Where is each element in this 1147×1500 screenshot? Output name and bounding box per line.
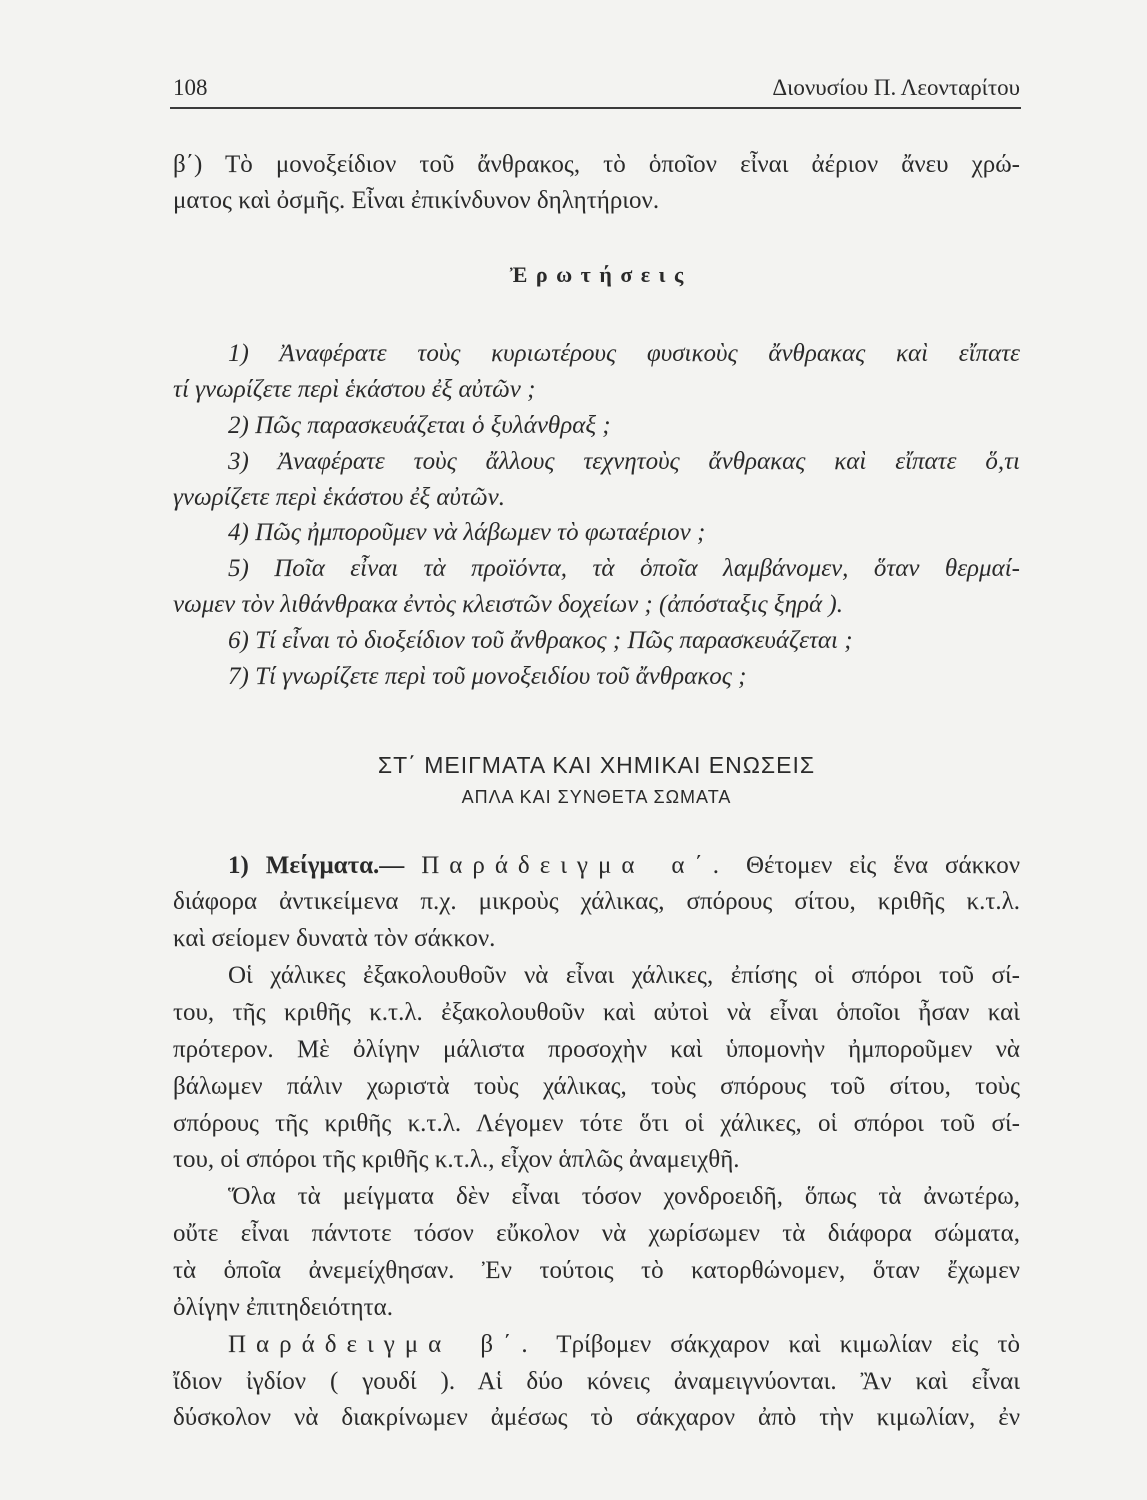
paragraph-example-b — [173, 1327, 1020, 1438]
question-1 — [173, 336, 1020, 408]
section-body — [173, 848, 1020, 1438]
example-label: Παράδειγμα β΄. — [228, 1330, 538, 1358]
question-4 — [173, 515, 1020, 551]
text-line: καὶ σείομεν δυνατὰ τὸν σάκκον. — [173, 925, 496, 953]
question-line: νωμεν τὸν λιθάνθρακα ἐντὸς κλειστῶν δοχείων ; (ἀπόσταξις ξηρά ). — [173, 591, 843, 619]
page-number: 108 — [173, 75, 208, 100]
question-6 — [173, 623, 1020, 659]
question-line: 1) Ἀναφέρατε τοὺς κυριωτέρους φυσικοὺς ἄνθρακας καὶ εἴπατε — [228, 340, 1020, 367]
page-header — [173, 70, 1020, 106]
question-line: 2) Πῶς παρασκευάζεται ὁ ξυλάνθραξ ; — [228, 411, 611, 439]
questions-list — [173, 336, 1020, 695]
question-5 — [173, 551, 1020, 623]
line-text: Θέτομεν εἰς ἕνα σάκκον — [745, 851, 1021, 879]
section-subtitle: ΑΠΛΑ ΚΑΙ ΣΥΝΘΕΤΑ ΣΩΜΑΤΑ — [461, 787, 732, 807]
question-line: 3) Ἀναφέρατε τοὺς ἄλλους τεχνητοὺς ἄνθρακας καὶ εἴπατε ὅ,τι — [228, 447, 1020, 475]
questions-heading: Ἐρωτήσεις — [509, 262, 692, 287]
text-line: ἴδιον ἰγδίον ( γουδί ). Αἱ δύο κόνεις ἀναμειγνύονται. Ἂν καὶ εἶναι — [173, 1367, 1020, 1395]
subsection-lead: 1) Μείγματα.— — [228, 851, 405, 879]
running-title: Διονυσίου Π. Λεονταρίτου — [772, 75, 1020, 100]
text-line: Ὅλα τὰ μείγματα δὲν εἶναι τόσον χονδροειδῆ, ὅπως τὰ ἀνωτέρω, — [228, 1183, 1020, 1211]
question-line: τί γνωρίζετε περὶ ἑκάστου ἐξ αὐτῶν ; — [173, 375, 536, 403]
text-line: β΄) Τὸ μονοξείδιον τοῦ ἄνθρακος, τὸ ὁποῖον εἶναι ἀέριον ἄνευ χρώ- — [173, 151, 1020, 178]
header-rule — [170, 107, 1021, 109]
text-line: τὰ ὁποῖα ἀνεμείχθησαν. Ἐν τούτοις τὸ κατορθώνομεν, ὅταν ἔχωμεν — [173, 1257, 1020, 1285]
question-line: 6) Τί εἶναι τὸ διοξείδιον τοῦ ἄνθρακος ; Πῶς παρασκευάζεται ; — [228, 627, 853, 655]
question-7 — [173, 659, 1020, 695]
question-3 — [173, 444, 1020, 516]
text-line: Οἱ χάλικες ἐξακολουθοῦν νὰ εἶναι χάλικες, ἐπίσης οἱ σπόροι τοῦ σί- — [228, 962, 1020, 990]
text-line: οὔτε εἶναι πάντοτε τόσον εὔκολον νὰ χωρίσωμεν τὰ διάφορα σώματα, — [173, 1220, 1020, 1248]
example-label: Παράδειγμα α΄. — [421, 851, 730, 879]
paragraph-pebbles — [173, 958, 1020, 1179]
paragraph-mixtures — [173, 848, 1020, 959]
text-line — [173, 848, 1020, 885]
question-line: 4) Πῶς ἠμποροῦμεν νὰ λάβωμεν τὸ φωταέριον ; — [228, 519, 706, 547]
question-line: 7) Τί γνωρίζετε περὶ τοῦ μονοξειδίου τοῦ ἄνθρακος ; — [228, 663, 747, 691]
text-line: του, οἱ σπόροι τῆς κριθῆς κ.τ.λ., εἶχον ἁπλῶς ἀναμειχθῆ. — [173, 1146, 740, 1174]
text-line: ὀλίγην ἐπιτηδειότητα. — [173, 1293, 394, 1321]
text-line: δύσκολον νὰ διακρίνωμεν ἀμέσως τὸ σάκχαρον ἀπὸ τὴν κιμωλίαν, ἐν — [173, 1404, 1020, 1432]
text-line: ματος καὶ ὀσμῆς. Εἶναι ἐπικίνδυνον δηλητήριον. — [173, 186, 660, 214]
question-line: γνωρίζετε περὶ ἑκάστου ἐξ αὐτῶν. — [173, 483, 505, 511]
text-line: πρότερον. Μὲ ὀλίγην μάλιστα προσοχὴν καὶ ὑπομονὴν ἠμποροῦμεν νὰ — [173, 1035, 1020, 1063]
section-title: ΣΤ΄ ΜΕΙΓΜΑΤΑ ΚΑΙ ΧΗΜΙΚΑΙ ΕΝΩΣΕΙΣ — [377, 752, 816, 778]
text-line: του, τῆς κριθῆς κ.τ.λ. ἐξακολουθοῦν καὶ αὐτοὶ νὰ εἶναι ὁποῖοι ἦσαν καὶ — [173, 999, 1020, 1027]
line-text: Τρίβομεν σάκχαρον καὶ κιμωλίαν εἰς τὸ — [556, 1330, 1020, 1358]
text-line: διάφορα ἀντικείμενα π.χ. μικροὺς χάλικας, σπόρους σίτου, κριθῆς κ.τ.λ. — [173, 888, 1020, 916]
intro-paragraph — [173, 147, 1020, 218]
text-line: σπόρους τῆς κριθῆς κ.τ.λ. Λέγομεν τότε ὅτι οἱ χάλικες, οἱ σπόροι τοῦ σί- — [173, 1109, 1020, 1137]
paragraph-all-mixtures — [173, 1179, 1020, 1326]
question-line: 5) Ποῖα εἶναι τὰ προϊόντα, τὰ ὁποῖα λαμβάνομεν, ὅταν θερμαί- — [228, 555, 1020, 583]
question-2 — [173, 408, 1020, 444]
text-line — [173, 1327, 1020, 1364]
text-line: βάλωμεν πάλιν χωριστὰ τοὺς χάλικας, τοὺς σπόρους τοῦ σίτου, τοὺς — [173, 1072, 1020, 1100]
